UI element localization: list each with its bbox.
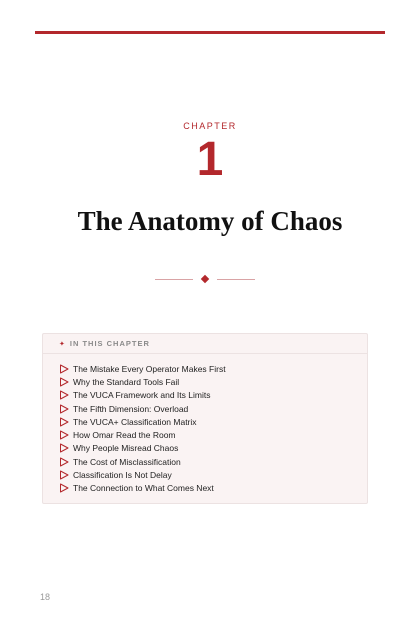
- toc-item[interactable]: [59, 442, 226, 455]
- toc-item[interactable]: [59, 428, 226, 441]
- sparkle-icon: ✦: [59, 341, 66, 348]
- triangle-right-outline-icon: [59, 443, 69, 453]
- toc-header-label: IN THIS CHAPTER: [69, 339, 150, 348]
- toc-header: [43, 334, 367, 354]
- toc-list: [59, 362, 226, 495]
- in-this-chapter-box: [42, 333, 368, 504]
- toc-item[interactable]: [59, 455, 226, 468]
- toc-item-label: The Mistake Every Operator Makes First: [73, 363, 226, 374]
- toc-item-label: The Cost of Misclassification: [73, 456, 181, 467]
- triangle-right-outline-icon: [59, 417, 69, 427]
- triangle-right-outline-icon: [59, 457, 69, 467]
- triangle-right-outline-icon: [59, 390, 69, 400]
- toc-item-label: The Connection to What Comes Next: [73, 483, 214, 494]
- top-rule: [35, 31, 385, 34]
- toc-item-label: Why the Standard Tools Fail: [73, 376, 180, 387]
- chapter-number: 1: [196, 133, 224, 186]
- toc-item[interactable]: [59, 482, 226, 495]
- toc-item[interactable]: [59, 389, 226, 402]
- triangle-right-outline-icon: [59, 483, 69, 493]
- toc-item-label: The VUCA Framework and Its Limits: [73, 390, 211, 401]
- triangle-right-outline-icon: [59, 377, 69, 387]
- toc-item[interactable]: [59, 362, 226, 375]
- toc-item-label: The VUCA+ Classification Matrix: [73, 416, 197, 427]
- toc-item[interactable]: [59, 375, 226, 388]
- triangle-right-outline-icon: [59, 470, 69, 480]
- triangle-right-outline-icon: [59, 364, 69, 374]
- toc-item-label: How Omar Read the Room: [73, 430, 176, 441]
- chapter-title: The Anatomy of Chaos: [77, 206, 343, 236]
- toc-item-label: The Fifth Dimension: Overload: [73, 403, 189, 414]
- diamond-icon: [201, 275, 209, 283]
- chapter-label: CHAPTER: [183, 121, 237, 131]
- triangle-right-outline-icon: [59, 430, 69, 440]
- title-ornament: [0, 272, 420, 286]
- page-number: 18: [40, 592, 51, 602]
- toc-item[interactable]: [59, 402, 226, 415]
- toc-item-label: Why People Misread Chaos: [73, 443, 179, 454]
- toc-item[interactable]: [59, 415, 226, 428]
- toc-item-label: Classification Is Not Delay: [73, 470, 172, 481]
- triangle-right-outline-icon: [59, 404, 69, 414]
- ornament-line-right: [217, 279, 255, 280]
- ornament-line-left: [155, 279, 193, 280]
- toc-item[interactable]: [59, 468, 226, 481]
